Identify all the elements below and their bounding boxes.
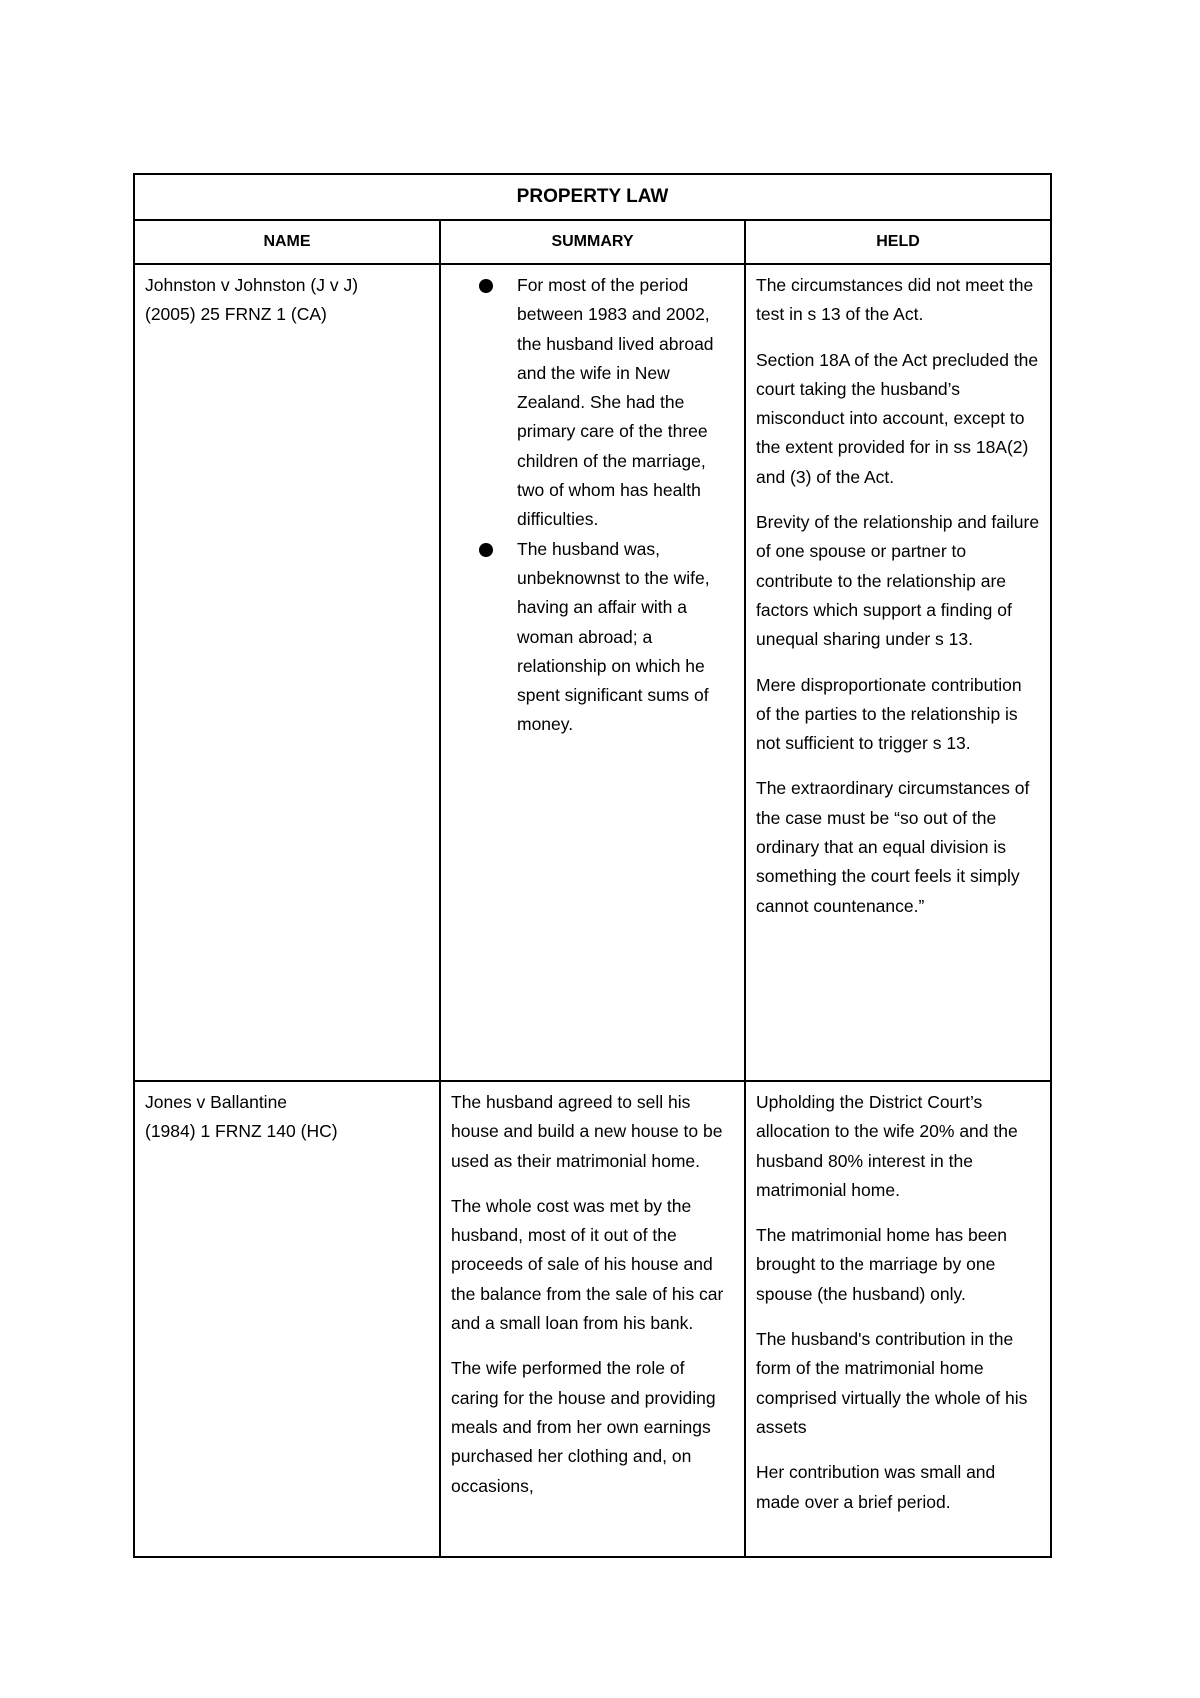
case-held-cell [745, 1081, 1051, 1557]
table-row [134, 264, 1051, 1081]
case-held-cell [745, 264, 1051, 1081]
title-row [134, 174, 1051, 220]
column-header-name: NAME [134, 220, 440, 264]
case-name: Jones v Ballantine [145, 1092, 288, 1112]
held-paragraph: Mere disproportionate contribution of the parties to the relationship is not sufficient to trigger s 13. [756, 674, 1022, 754]
summary-paragraph: The husband agreed to sell his house and build a new house to be used as their matrimonial home. [451, 1092, 723, 1171]
summary-text: For most of the period between 1983 and 2002, the husband lived abroad and the wife in New Zealand. She had the primary care of the three children of the marriage, two of whom has health difficulties. [517, 275, 714, 530]
case-citation: (1984) 1 FRNZ 140 (HC) [145, 1121, 338, 1142]
list-item [479, 271, 734, 535]
held-paragraph: The extraordinary circumstances of the case must be “so out of the ordinary that an equal division is something the court feels it simply cannot countenance.” [756, 778, 1030, 916]
bullet-icon [479, 279, 493, 293]
held-paragraph: The circumstances did not meet the test in s 13 of the Act. [756, 275, 1034, 325]
case-citation: (2005) 25 FRNZ 1 (CA) [145, 304, 327, 325]
held-paragraph: Upholding the District Court’s allocation to the wife 20% and the husband 80% interest in the matrimonial home. [756, 1092, 1018, 1200]
column-header-summary: SUMMARY [440, 220, 745, 264]
summary-bullet-list [451, 271, 734, 740]
property-law-table [133, 173, 1052, 1558]
held-paragraph: The husband's contribution in the form of the matrimonial home comprised virtually the whole of his assets [756, 1329, 1028, 1437]
table-title: PROPERTY LAW [134, 174, 1051, 220]
held-paragraph: Brevity of the relationship and failure of one spouse or partner to contribute to the relationship are factors which support a finding of unequal sharing under s 13. [756, 512, 1040, 650]
case-name: Johnston v Johnston (J v J) [145, 275, 359, 295]
case-name-cell [134, 1081, 440, 1557]
held-paragraph: Her contribution was small and made over a brief period. [756, 1462, 996, 1512]
summary-paragraph: The wife performed the role of caring for the house and providing meals and from her own earnings purchased her clothing and, on occasions, [451, 1358, 716, 1496]
header-row [134, 220, 1051, 264]
held-paragraph: The matrimonial home has been brought to the marriage by one spouse (the husband) only. [756, 1225, 1007, 1304]
table-row [134, 1081, 1051, 1557]
bullet-icon [479, 543, 493, 557]
column-header-held: HELD [745, 220, 1051, 264]
held-paragraph: Section 18A of the Act precluded the court taking the husband’s misconduct into account, except to the extent provided for in ss 18A(2) and (3) of the Act. [756, 349, 1039, 487]
list-item [479, 535, 734, 740]
summary-paragraph: The whole cost was met by the husband, most of it out of the proceeds of sale of his house and the balance from the sale of his car and a small loan from his bank. [451, 1195, 724, 1334]
case-summary-cell [440, 264, 745, 1081]
summary-text: The husband was, unbeknownst to the wife, having an affair with a woman abroad; a relationship on which he spent significant sums of money. [517, 538, 710, 735]
case-summary-cell [440, 1081, 745, 1557]
case-name-cell [134, 264, 440, 1081]
